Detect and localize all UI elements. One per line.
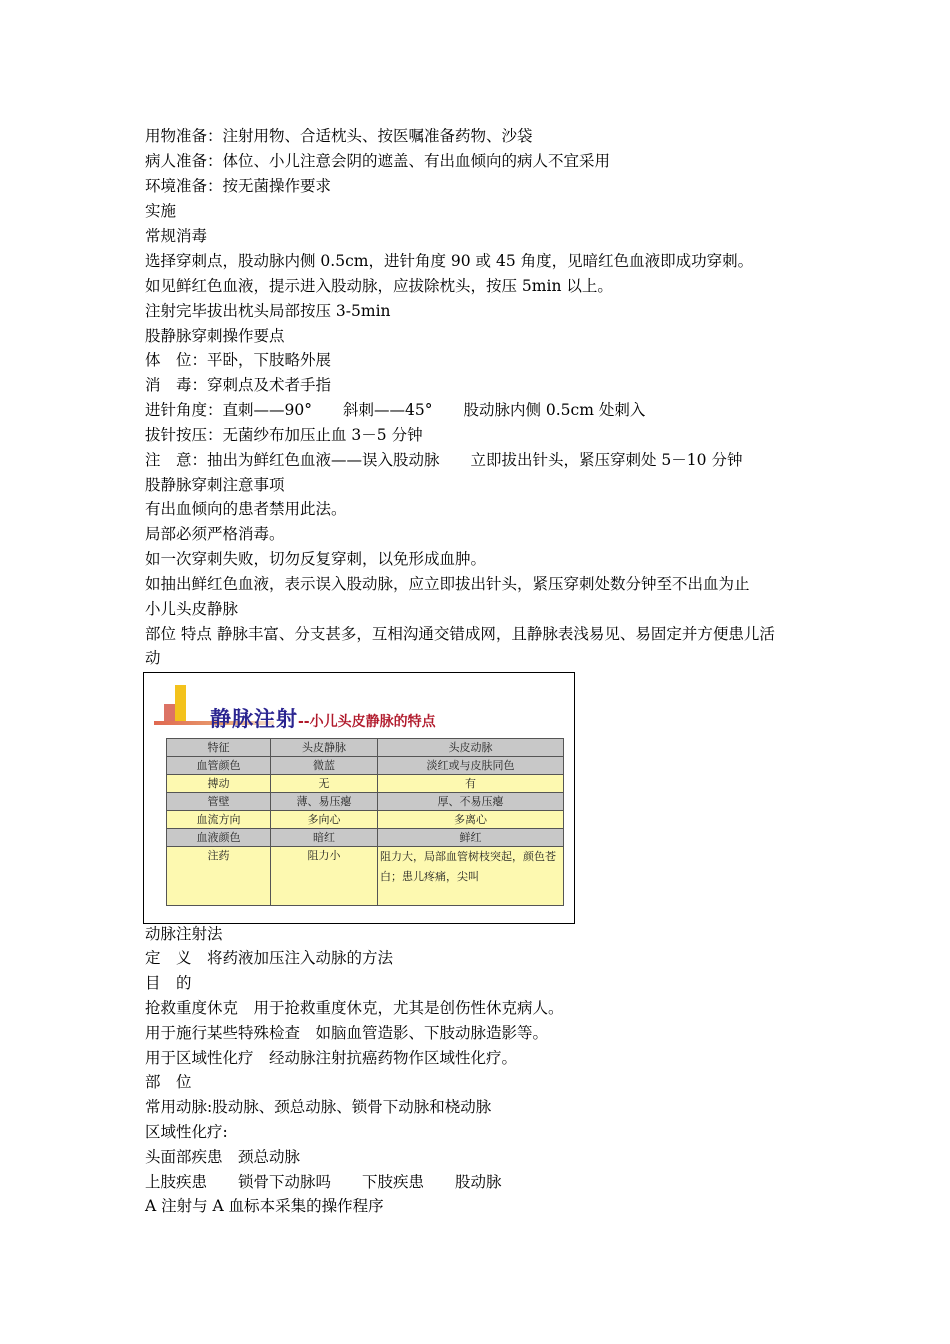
table-cell: 微蓝 <box>271 757 378 775</box>
text-line: 实施 <box>145 202 177 220</box>
text-line: 如一次穿刺失败，切勿反复穿刺，以免形成血肿。 <box>145 550 487 568</box>
text-line: 进针角度：直刺——90° 斜刺——45° 股动脉内侧 0.5cm 处刺入 <box>145 401 646 419</box>
text-line: 常规消毒 <box>145 227 208 245</box>
table-header-cell: 特征 <box>167 739 271 757</box>
table-cell: 厚、不易压瘪 <box>378 793 564 811</box>
section-heading: 小儿头皮静脉 <box>145 600 239 618</box>
text-line: 局部必须严格消毒。 <box>145 525 285 543</box>
text-line: 区域性化疗: <box>145 1123 228 1141</box>
section-heading: 动脉注射法 <box>145 925 223 943</box>
text-line: 抢救重度休克 用于抢救重度休克，尤其是创伤性休克病人。 <box>145 999 564 1017</box>
text-line: 用于施行某些特殊检查 如脑血管造影、下肢动脉造影等。 <box>145 1024 549 1042</box>
table-cell: 多向心 <box>271 811 378 829</box>
text-line: 体 位：平卧，下肢略外展 <box>145 351 332 369</box>
text-line: 部位 特点 静脉丰富、分支甚多，互相沟通交错成网，且静脉表浅易见、易固定并方便患儿活 <box>145 625 775 643</box>
slide-title-main: 静脉注射 <box>210 707 298 731</box>
text-line: A 注射与 A 血标本采集的操作程序 <box>145 1197 384 1215</box>
table-cell: 薄、易压瘪 <box>271 793 378 811</box>
table-row <box>167 757 564 775</box>
text-line: 如抽出鲜红色血液，表示误入股动脉，应立即拔出针头，紧压穿刺处数分钟至不出血为止 <box>145 575 750 593</box>
table-cell: 多离心 <box>378 811 564 829</box>
text-line: 动 <box>145 649 161 667</box>
text-line: 用于区域性化疗 经动脉注射抗癌药物作区域性化疗。 <box>145 1049 518 1067</box>
text-line: 上肢疾患 锁骨下动脉吗 下肢疾患 股动脉 <box>145 1173 502 1191</box>
text-line: 病人准备：体位、小儿注意会阴的遮盖、有出血倾向的病人不宜采用 <box>145 152 611 170</box>
text-line: 常用动脉:股动脉、颈总动脉、锁骨下动脉和桡动脉 <box>145 1098 492 1116</box>
comparison-table <box>166 738 564 906</box>
text-line: 如见鲜红色血液，提示进入股动脉，应拔除枕头，按压 5min 以上。 <box>145 277 613 295</box>
section-heading: 股静脉穿刺注意事项 <box>145 476 285 494</box>
table-row <box>167 793 564 811</box>
text-line: 定 义 将药液加压注入动脉的方法 <box>145 949 394 967</box>
table-cell: 无 <box>271 775 378 793</box>
table-cell: 搏动 <box>167 775 271 793</box>
table-cell: 淡红或与皮肤同色 <box>378 757 564 775</box>
table-cell: 鲜红 <box>378 829 564 847</box>
table-cell: 管壁 <box>167 793 271 811</box>
text-line: 用物准备：注射用物、合适枕头、按医嘱准备药物、沙袋 <box>145 127 533 145</box>
table-row <box>167 775 564 793</box>
table-header-cell: 头皮动脉 <box>378 739 564 757</box>
text-line: 头面部疾患 颈总动脉 <box>145 1148 301 1166</box>
table-cell: 血管颜色 <box>167 757 271 775</box>
table-cell: 阻力大，局部血管树枝突起，颜色苍白；患儿疼痛，尖叫 <box>378 847 564 906</box>
table-row <box>167 829 564 847</box>
embedded-slide-image <box>143 672 575 924</box>
text-line: 选择穿刺点，股动脉内侧 0.5cm，进针角度 90 或 45 角度，见暗红色血液即成功穿刺。 <box>145 252 754 270</box>
text-line: 部 位 <box>145 1073 192 1091</box>
slide-decoration <box>175 685 186 725</box>
table-cell: 暗红 <box>271 829 378 847</box>
text-line: 目 的 <box>145 974 192 992</box>
text-line: 拔针按压：无菌纱布加压止血 3－5 分钟 <box>145 426 423 444</box>
slide-title <box>210 703 436 733</box>
section-heading: 股静脉穿刺操作要点 <box>145 327 285 345</box>
table-row <box>167 811 564 829</box>
table-cell: 血流方向 <box>167 811 271 829</box>
text-line: 消 毒：穿刺点及术者手指 <box>145 376 332 394</box>
text-line: 注射完毕拔出枕头局部按压 3-5min <box>145 302 391 320</box>
table-cell: 血液颜色 <box>167 829 271 847</box>
table-cell: 阻力小 <box>271 847 378 906</box>
table-cell: 注药 <box>167 847 271 906</box>
slide-title-sub: --小儿头皮静脉的特点 <box>298 714 436 730</box>
table-row <box>167 847 564 906</box>
text-line: 有出血倾向的患者禁用此法。 <box>145 500 347 518</box>
text-line: 环境准备：按无菌操作要求 <box>145 177 332 195</box>
table-header-cell: 头皮静脉 <box>271 739 378 757</box>
table-cell: 有 <box>378 775 564 793</box>
table-header-row <box>167 739 564 757</box>
text-line: 注 意：抽出为鲜红色血液——误入股动脉 立即拔出针头，紧压穿刺处 5－10 分钟 <box>145 451 743 469</box>
